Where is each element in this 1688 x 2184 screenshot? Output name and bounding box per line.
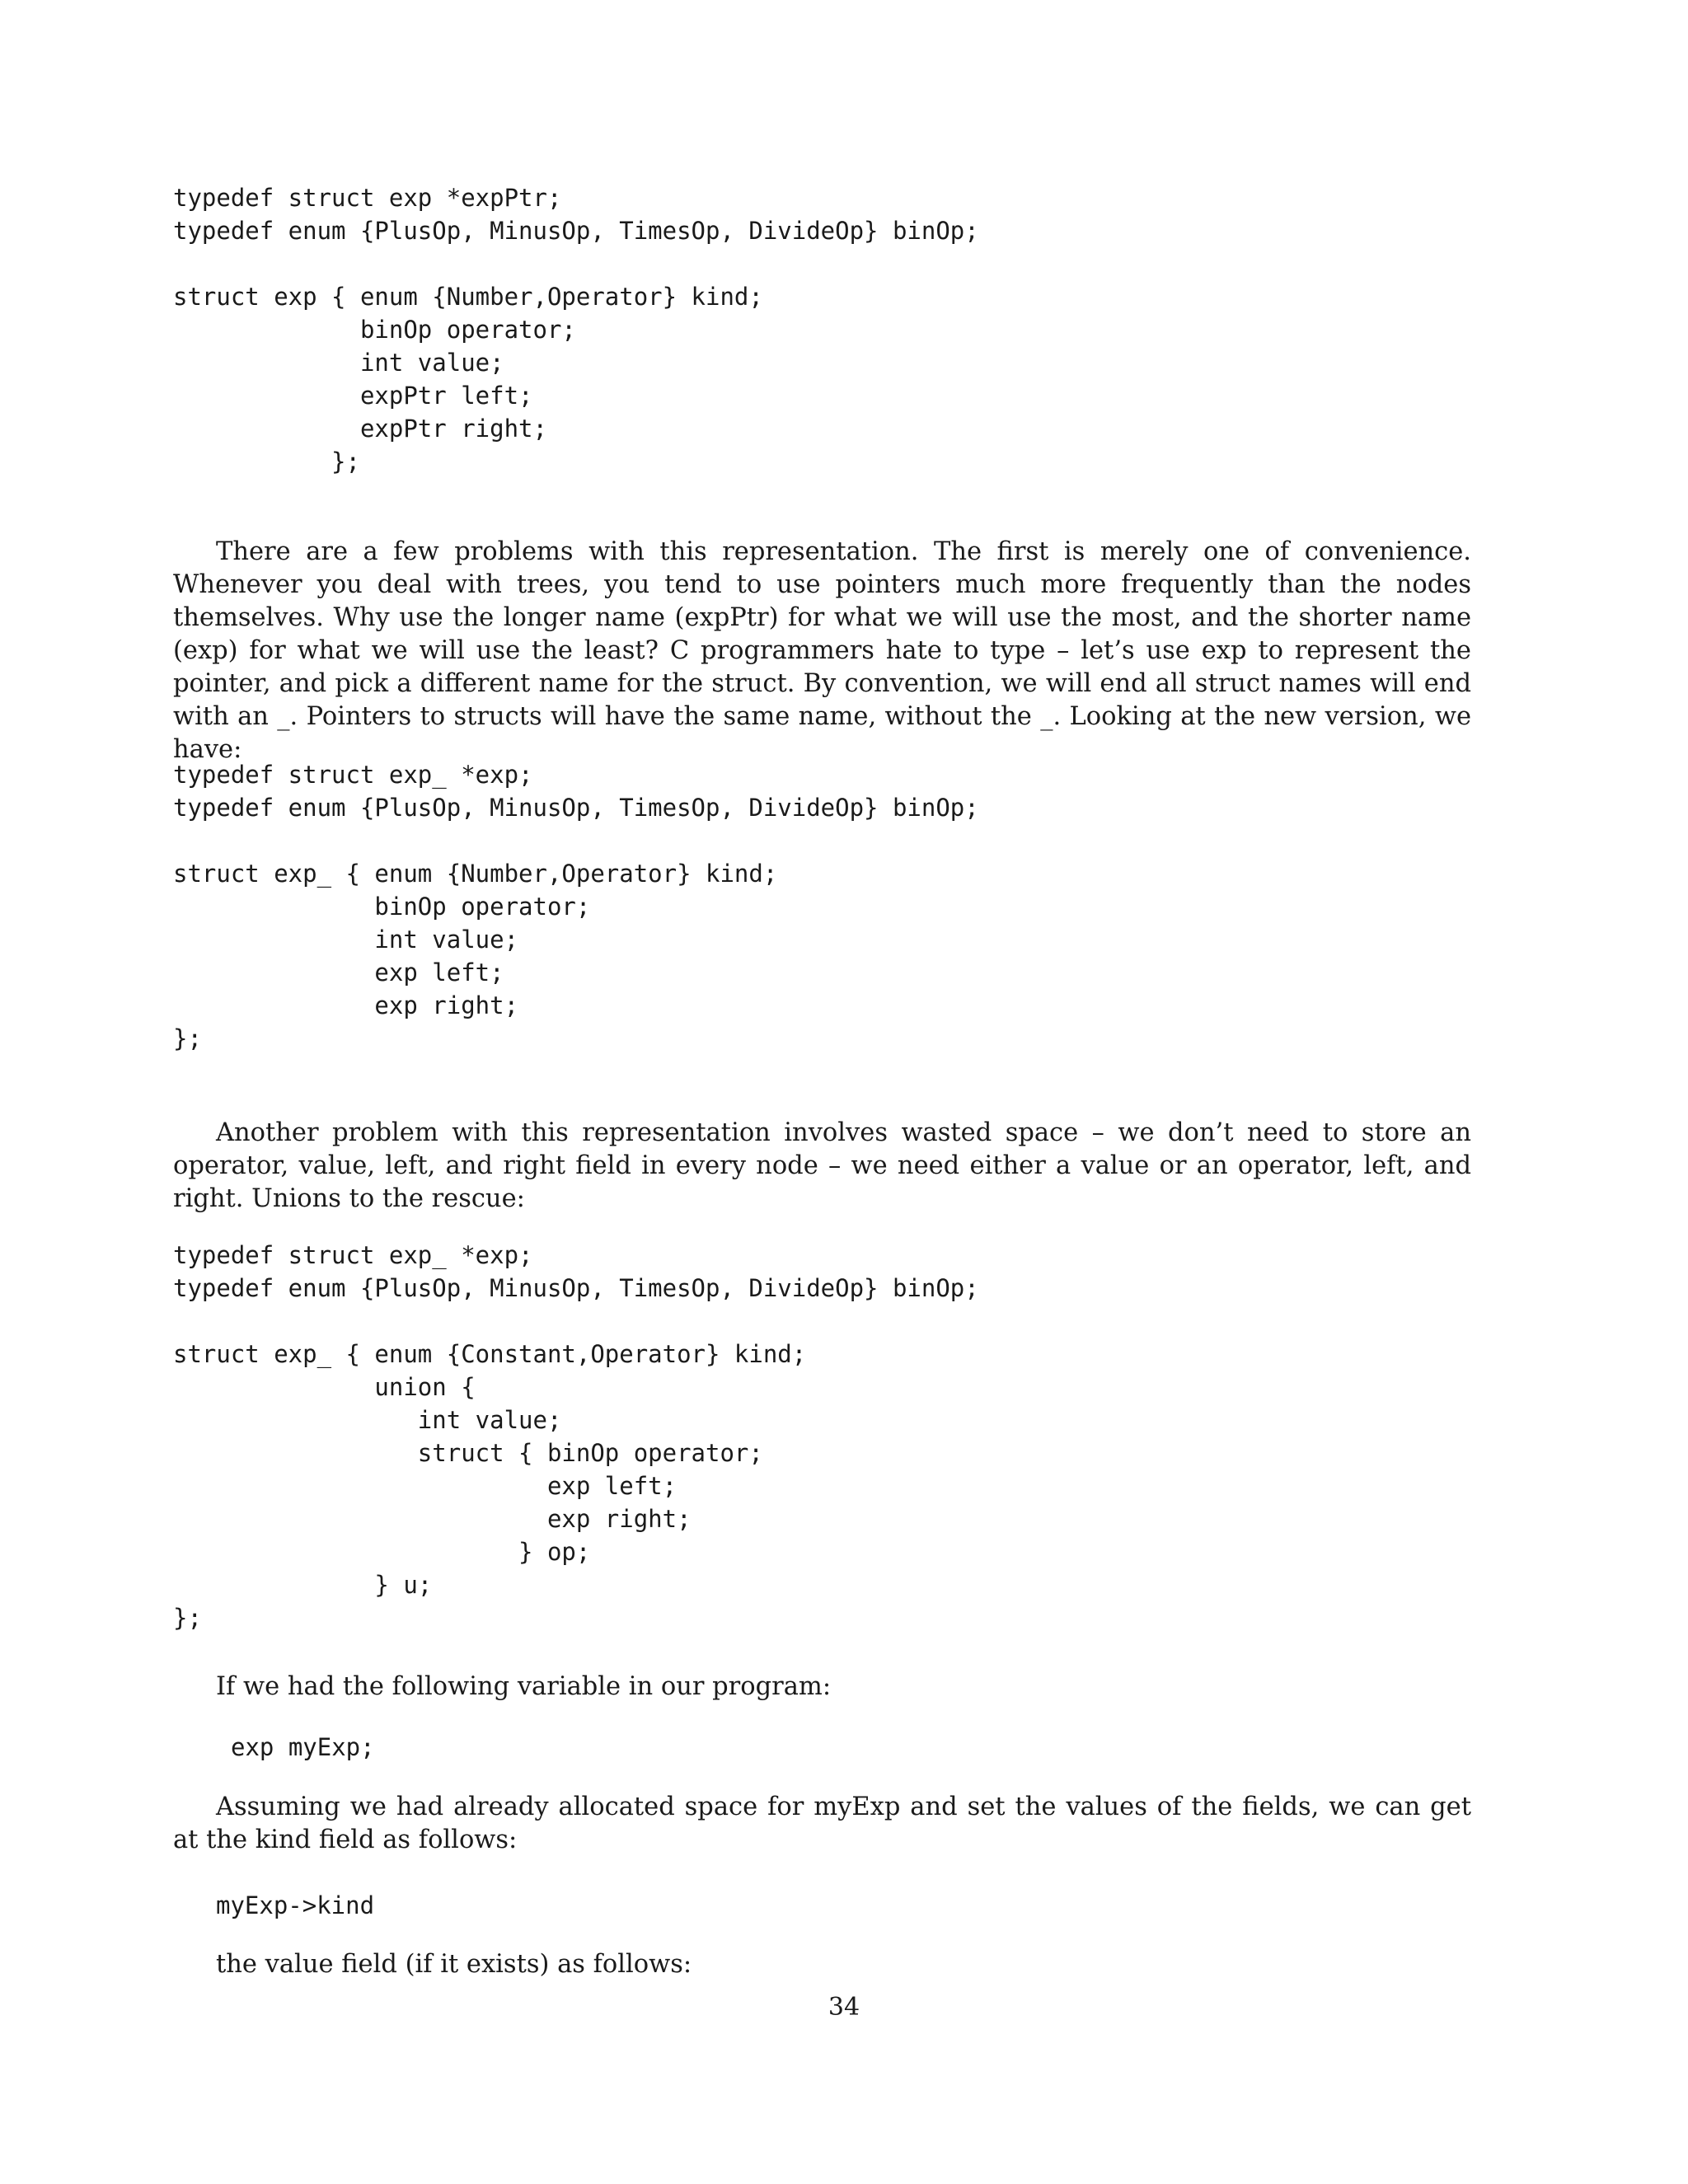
paragraph-variable-intro: If we had the following variable in our program: (216, 1672, 832, 1701)
paragraph-representation-problems: There are a few problems with this representation. The first is merely one of convenience. Whenever you deal with trees, you tend to use pointers much more frequently than the nodes themselves. Why use the longer name (expPtr) for what we will use the most, and the shorter name (exp) for what we will use the least? C programmers hate to type – let’s use exp to represent the pointer, and pick a different name for the struct. By convention, we will end all struct names will end with an _. Pointers to structs will have the same name, without the _. Looking at the new version, we have: (173, 537, 1471, 764)
code-line-myexp-kind: myExp->kind (216, 1891, 375, 1919)
paragraph-wasted-space: Another problem with this representation involves wasted space – we don’t need to store an operator, value, left, and right field in every node – we need either a value or an operator, left, and right. Unions to the rescue: (173, 1118, 1471, 1213)
code-block-exp-underscore-struct: typedef struct exp_ *exp; typedef enum {PlusOp, MinusOp, TimesOp, DivideOp} binOp; struct exp_ { enum {Number,Operator} kind; binOp operator; int value; exp left; exp right; }; (173, 761, 979, 1052)
code-block-expptr-struct: typedef struct exp *expPtr; typedef enum {PlusOp, MinusOp, TimesOp, DivideOp} binOp; struct exp { enum {Number,Operator} kind; binOp operator; int value; expPtr left; expPtr right; }; (173, 184, 979, 476)
code-block-union-struct: typedef struct exp_ *exp; typedef enum {PlusOp, MinusOp, TimesOp, DivideOp} binOp; struct exp_ { enum {Constant,Operator} kind; union { int value; struct { binOp operator; exp left; exp right; } op; } u; }; (173, 1241, 979, 1632)
paragraph-value-field: the value field (if it exists) as follows: (216, 1950, 692, 1979)
paragraph-kind-field: Assuming we had already allocated space for myExp and set the values of the fields, we can get at the kind field as follows: (173, 1793, 1471, 1854)
page-number: 34 (828, 1993, 860, 2022)
code-line-myexp-declaration: exp myExp; (231, 1733, 375, 1761)
